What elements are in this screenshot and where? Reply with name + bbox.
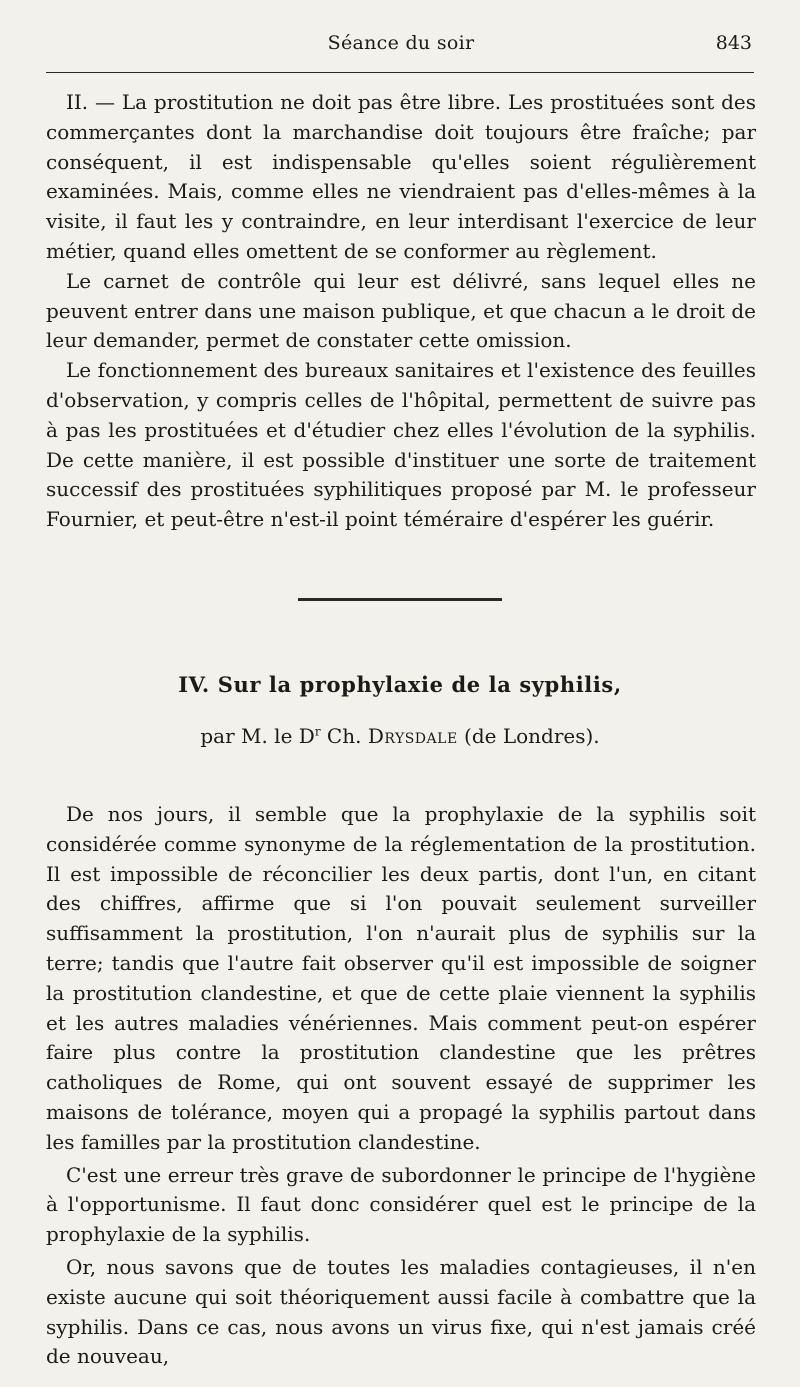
paragraph: De nos jours, il semble que la prophylaxie de la syphilis soit considérée comme synonyme de la réglementation de la prostitution. Il est impossible de réconcilier les deux partis, dont l'un, en citant des chiffres, affirme que si l'on pouvait seulement surveiller suffisamment la prostitution, l'on n'aurait plus de syphilis sur la terre; tandis que l'autre fait observer qu'il est impossible de soigner la prostitution clandestine, et que de cette plaie viennent la syphilis et les autres maladies vénériennes. Mais comment peut-on espérer faire plus contre la prostitution clandestine que les prêtres catholiques de Rome, qui ont souvent essayé de supprimer les maisons de tolérance, moyen qui a propagé la syphilis partout dans les familles par la prostitution clandestine. — [46, 802, 756, 1154]
author-name: Drysdale — [367, 724, 458, 748]
section-separator-rule — [298, 598, 502, 601]
paragraph: Le fonctionnement des bureaux sanitaires et l'existence des feuilles d'observation, y compris celles de l'hôpital, permettent de suivre pas à pas les prostituées et d'étudier chez elles l'évolution de la syphilis. De cette manière, il est possible d'instituer une sorte de traitement successif des prostituées syphilitiques proposé par M. le professeur Fournier, et peut-être n'est-il point téméraire d'espérer les guérir. — [46, 358, 756, 532]
author-initial: Ch. — [326, 724, 362, 748]
running-header — [48, 30, 754, 60]
paragraph: C'est une erreur très grave de subordonner le principe de l'hygiène à l'opportunisme. Il faut donc considérer quel est le principe de la prophylaxie de la syphilis. — [46, 1162, 756, 1247]
author-title-superscript: r — [314, 724, 321, 739]
author-prefix: par M. le D — [200, 724, 315, 748]
running-title: Séance du soir — [327, 32, 475, 54]
paragraph: Or, nous savons que de toutes les maladies contagieuses, il n'en existe aucune qui soit théoriquement aussi facile à combattre que la syphilis. Dans ce cas, nous avons un virus fixe, qui n'est jamais créé de nouveau, — [46, 1254, 756, 1369]
author-origin: (de Londres). — [464, 724, 600, 748]
header-rule — [46, 72, 754, 73]
page-number: 843 — [715, 32, 752, 54]
paragraph: II. — La prostitution ne doit pas être libre. Les prostituées sont des commerçantes dont la marchandise doit toujours être fraîche; par conséquent, il est indispensable qu'elles soient régulièrement examinées. Mais, comme elles ne viendraient pas d'elles-mêmes à la visite, il faut les y contraindre, en leur interdisant l'exercice de leur métier, quand elles omettent de se conformer au règlement. — [46, 90, 756, 263]
section-heading: IV. Sur la prophylaxie de la syphilis, — [178, 672, 622, 697]
section-body-text — [46, 800, 756, 1372]
intro-text-block — [46, 88, 756, 535]
paragraph: Le carnet de contrôle qui leur est délivré, sans lequel elles ne peuvent entrer dans une maison publique, et que chacun a le droit de leur demander, permet de constater cette omission. — [46, 268, 756, 353]
section-author-line — [0, 724, 800, 748]
